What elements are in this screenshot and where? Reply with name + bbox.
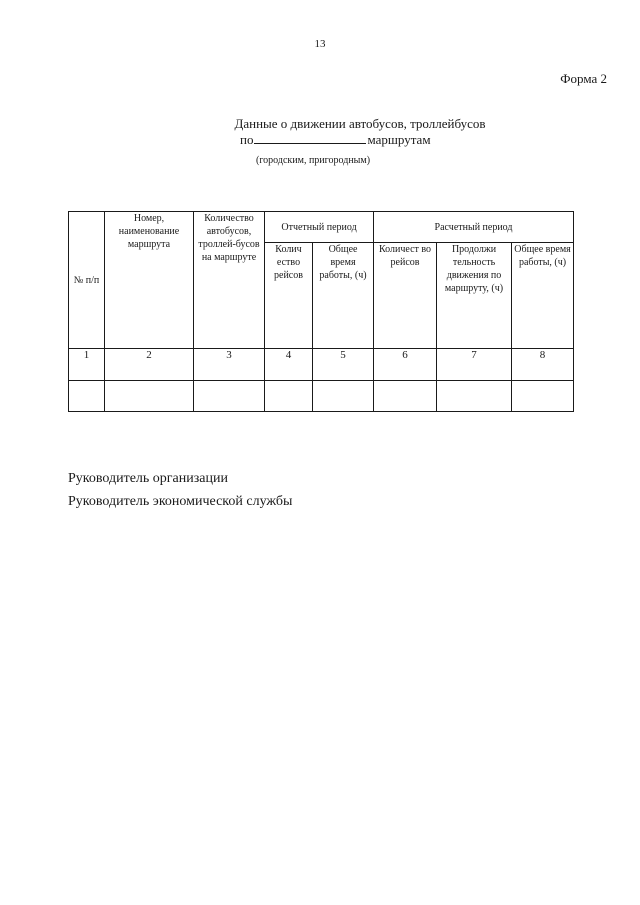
route-blank-field[interactable] xyxy=(254,132,366,144)
header-route: Номер, наименование маршрута xyxy=(105,212,194,349)
column-number: 1 xyxy=(69,349,105,381)
table-cell[interactable] xyxy=(313,381,374,412)
column-number: 8 xyxy=(512,349,574,381)
title-prefix: по xyxy=(240,132,254,147)
table-row xyxy=(69,381,574,412)
table-cell[interactable] xyxy=(194,381,265,412)
header-reporting-trips: Колич ество рейсов xyxy=(265,243,313,349)
column-number-row xyxy=(69,349,574,381)
header-quantity: Количество автобусов, троллей-бусов на маршруте xyxy=(194,212,265,349)
header-calc-period: Расчетный период xyxy=(374,212,574,243)
header-calc-duration: Продолжи тельность движения по маршруту, (ч) xyxy=(437,243,512,349)
document-title: Данные о движении автобусов, троллейбусов xyxy=(234,116,486,131)
form-label: Форма 2 xyxy=(560,71,607,86)
header-calc-trips: Количест во рейсов xyxy=(374,243,437,349)
header-calc-hours: Общее время работы, (ч) xyxy=(512,243,574,349)
signature-economic: Руководитель экономической службы xyxy=(68,494,293,509)
column-number: 7 xyxy=(437,349,512,381)
title-suffix: маршрутам xyxy=(367,132,431,147)
signature-head: Руководитель организации xyxy=(68,471,228,486)
column-number: 3 xyxy=(194,349,265,381)
table-cell[interactable] xyxy=(374,381,437,412)
document-title-line2 xyxy=(240,132,431,148)
table-cell[interactable] xyxy=(512,381,574,412)
header-pp: № п/п xyxy=(69,212,105,349)
table-cell[interactable] xyxy=(437,381,512,412)
header-reporting-period: Отчетный период xyxy=(265,212,374,243)
header-reporting-hours: Общее время работы, (ч) xyxy=(313,243,374,349)
page-number: 13 xyxy=(314,38,326,50)
data-table xyxy=(68,211,574,412)
table-cell[interactable] xyxy=(105,381,194,412)
table-cell[interactable] xyxy=(69,381,105,412)
column-number: 5 xyxy=(313,349,374,381)
column-number: 2 xyxy=(105,349,194,381)
column-number: 4 xyxy=(265,349,313,381)
title-note: (городским, пригородным) xyxy=(256,155,371,166)
column-number: 6 xyxy=(374,349,437,381)
table-cell[interactable] xyxy=(265,381,313,412)
